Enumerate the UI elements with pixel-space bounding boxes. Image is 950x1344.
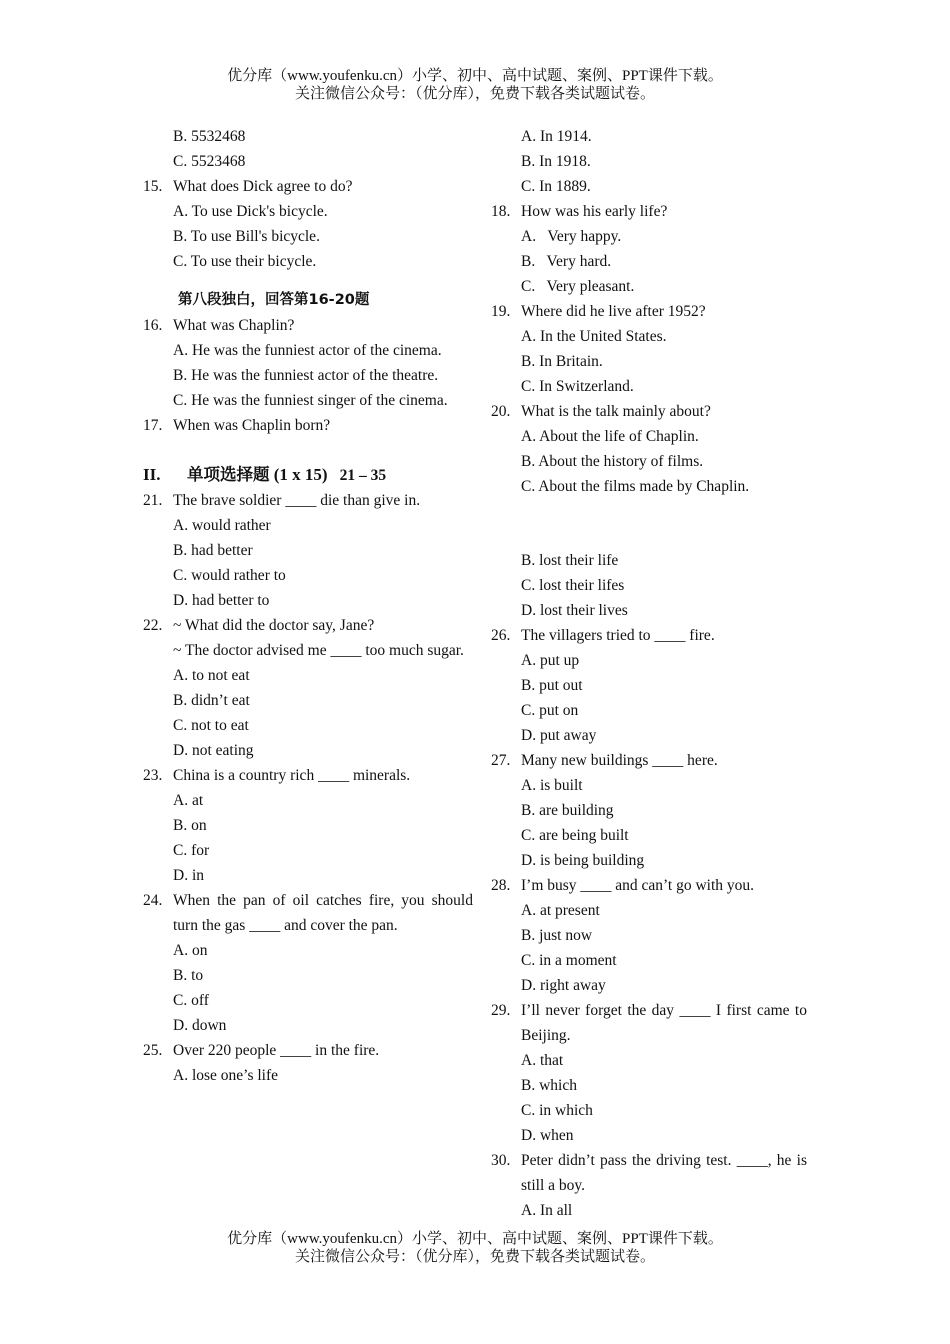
footer-line-1: 优分库（www.youfenku.cn）小学、初中、高中试题、案例、PPT课件下载。 [227,1231,723,1247]
section-range: 21 – 35 [339,467,387,484]
question-text: How was his early life? [521,203,668,220]
q28-option-d: D. right away [521,977,606,994]
section-2-heading [143,462,473,488]
footer-line-2: 关注微信公众号：（优分库），免费下载各类试题试卷。 [294,1249,655,1265]
question-text: The villagers tried to ____ fire. [521,627,715,644]
question-20 [491,399,807,424]
question-28 [491,873,807,898]
q20-option-c: C. About the films made by Chaplin. [521,478,750,495]
q29-option-d: D. when [521,1127,574,1144]
q25-option-a: A. lose one’s life [173,1067,279,1084]
q22-option-d: D. not eating [173,742,254,759]
question-text: China is a country rich ____ minerals. [173,767,411,784]
q17-option-b: B. In 1918. [521,153,591,170]
question-22 [143,613,473,638]
header-line-1: 优分库（www.youfenku.cn）小学、初中、高中试题、案例、PPT课件下载。 [227,68,723,84]
q25-option-b: B. lost their life [521,552,619,569]
question-21 [143,488,473,513]
q23-option-d: D. in [173,867,204,884]
question-26 [491,623,807,648]
q26-option-b: B. put out [521,677,583,694]
q24-option-a: A. on [173,942,208,959]
q25-option-c: C. lost their lifes [521,577,625,594]
q24-option-c: C. off [173,992,209,1009]
question-text: ~ What did the doctor say, Jane? [173,617,375,634]
q27-option-a: A. is built [521,777,583,794]
q26-option-d: D. put away [521,727,597,744]
q15-option-c: C. To use their bicycle. [173,253,317,270]
left-column [143,124,473,1088]
right-column [491,124,807,1223]
question-number: 18. [491,203,511,220]
q16-option-c: C. He was the funniest singer of the cinema. [173,392,448,409]
question-number: 19. [491,303,511,320]
question-30 [491,1148,807,1198]
q18-option-b: B. Very hard. [521,253,612,270]
question-number: 22. [143,617,163,634]
question-text: What was Chaplin? [173,317,295,334]
question-22-reply: ~ The doctor advised me ____ too much sugar. [173,642,464,659]
question-number: 29. [491,1002,511,1019]
question-number: 16. [143,317,163,334]
q29-option-c: C. in which [521,1102,593,1119]
q17-option-c: C. In 1889. [521,178,591,195]
q25-option-d: D. lost their lives [521,602,628,619]
q28-option-b: B. just now [521,927,593,944]
question-text: I’ll never forget the day ____ I first came to Beijing. [521,1002,807,1044]
q28-option-a: A. at present [521,902,600,919]
question-18 [491,199,807,224]
q15-option-b: B. To use Bill's bicycle. [173,228,320,245]
question-text: I’m busy ____ and can’t go with you. [521,877,755,894]
q30-option-a: A. In all [521,1202,573,1219]
question-16 [143,313,473,338]
question-24 [143,888,473,938]
q14-option-c: C. 5523468 [173,153,246,170]
q20-option-b: B. About the history of films. [521,453,704,470]
question-text: When was Chaplin born? [173,417,331,434]
question-number: 28. [491,877,511,894]
q19-option-b: B. In Britain. [521,353,603,370]
page-footer [0,1230,950,1266]
q27-option-b: B. are building [521,802,614,819]
question-text: The brave soldier ____ die than give in. [173,492,421,509]
q19-option-c: C. In Switzerland. [521,378,634,395]
question-19 [491,299,807,324]
q14-option-b: B. 5532468 [173,128,246,145]
q28-option-c: C. in a moment [521,952,617,969]
q29-option-b: B. which [521,1077,577,1094]
question-number: 27. [491,752,511,769]
q17-option-a: A. In 1914. [521,128,592,145]
q15-option-a: A. To use Dick's bicycle. [173,203,328,220]
q16-option-b: B. He was the funniest actor of the theatre. [173,367,439,384]
section-score: (1 x 15) [273,465,328,484]
question-number: 25. [143,1042,163,1059]
q24-option-d: D. down [173,1017,227,1034]
question-text: Where did he live after 1952? [521,303,706,320]
question-number: 30. [491,1152,511,1169]
question-number: 17. [143,417,163,434]
q24-option-b: B. to [173,967,204,984]
q22-option-c: C. not to eat [173,717,249,734]
question-27 [491,748,807,773]
question-text: Peter didn’t pass the driving test. ____, he is still a boy. [521,1152,807,1194]
question-17 [143,413,473,438]
q23-option-a: A. at [173,792,204,809]
question-25 [143,1038,473,1063]
q21-option-a: A. would rather [173,517,271,534]
q18-option-a: A. Very happy. [521,228,622,245]
question-text: When the pan of oil catches fire, you should turn the gas ____ and cover the pan. [173,892,473,934]
question-number: 20. [491,403,511,420]
question-text: What is the talk mainly about? [521,403,711,420]
question-number: 24. [143,892,163,909]
q23-option-b: B. on [173,817,207,834]
question-number: 15. [143,178,163,195]
section-title: 单项选择题 [187,465,270,484]
question-text: Over 220 people ____ in the fire. [173,1042,380,1059]
question-number: 26. [491,627,511,644]
q21-option-d: D. had better to [173,592,270,609]
section-8-heading: 第八段独白，回答第16-20题 [178,292,370,308]
q27-option-d: D. is being building [521,852,645,869]
q21-option-c: C. would rather to [173,567,286,584]
question-number: 23. [143,767,163,784]
question-29 [491,998,807,1048]
question-number: 21. [143,492,163,509]
question-text: Many new buildings ____ here. [521,752,718,769]
q21-option-b: B. had better [173,542,253,559]
q22-option-a: A. to not eat [173,667,250,684]
q20-option-a: A. About the life of Chaplin. [521,428,699,445]
question-23 [143,763,473,788]
q26-option-c: C. put on [521,702,579,719]
q29-option-a: A. that [521,1052,564,1069]
question-text: What does Dick agree to do? [173,178,353,195]
question-15 [143,174,473,199]
header-line-2: 关注微信公众号：（优分库），免费下载各类试题试卷。 [294,86,655,102]
page-header [0,67,950,103]
section-roman: II. [143,465,161,484]
q26-option-a: A. put up [521,652,580,669]
q22-option-b: B. didn’t eat [173,692,250,709]
q19-option-a: A. In the United States. [521,328,667,345]
column-gap [491,499,807,548]
q23-option-c: C. for [173,842,210,859]
q18-option-c: C. Very pleasant. [521,278,635,295]
q27-option-c: C. are being built [521,827,629,844]
q16-option-a: A. He was the funniest actor of the cinema. [173,342,442,359]
